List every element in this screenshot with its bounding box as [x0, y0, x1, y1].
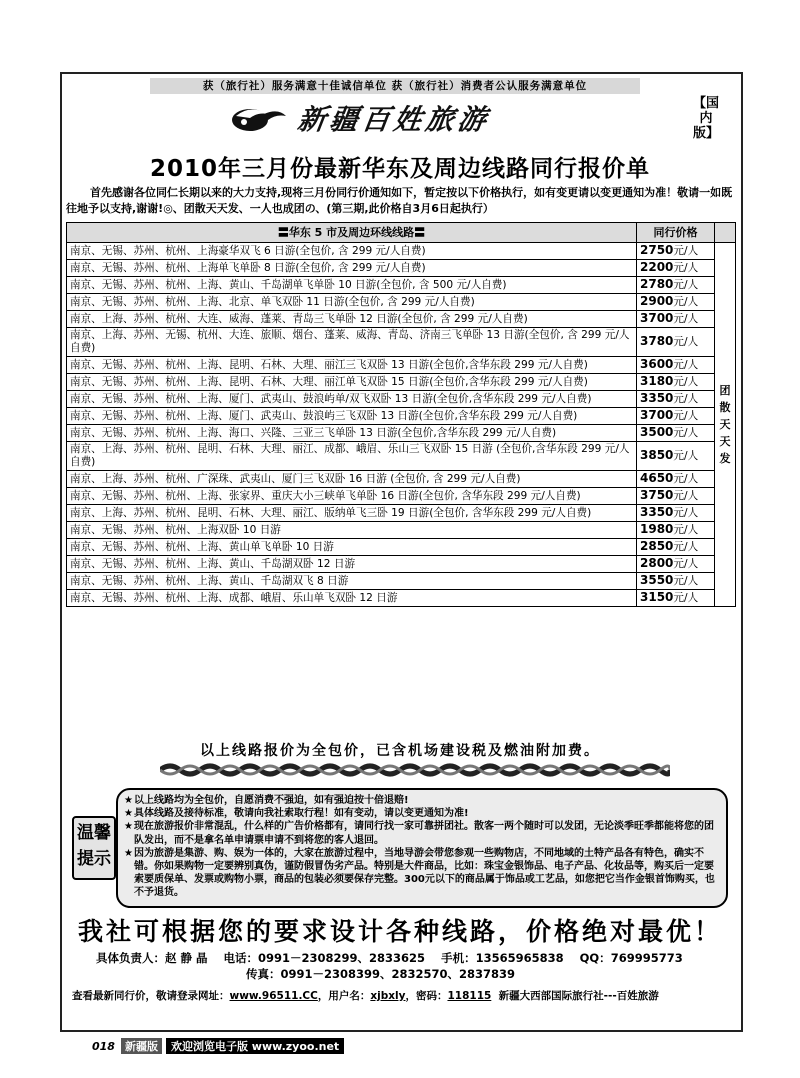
price-unit: 元/人 — [673, 410, 699, 422]
table-row — [67, 374, 736, 391]
price-cell — [637, 471, 715, 488]
route-cell: 南京、无锡、苏州、杭州、上海、昆明、石林、大理、丽江单飞双卧 15 日游(全包价,含华东段 299 元/人自费) — [67, 374, 637, 391]
route-cell: 南京、上海、苏州、无锡、杭州、大连、旅顺、烟台、蓬莱、威海、青岛、济南三飞单卧 13 日游(全包价, 含 299 元/人自费) — [67, 328, 637, 357]
table-row — [67, 471, 736, 488]
table-row — [67, 391, 736, 408]
price-value: 3600 — [640, 357, 674, 371]
price-unit: 元/人 — [673, 336, 699, 348]
agency-logo — [228, 98, 578, 138]
table-row — [67, 408, 736, 425]
table-row — [67, 488, 736, 505]
route-table-body — [67, 243, 736, 607]
route-cell: 南京、无锡、苏州、杭州、上海、昆明、石林、大理、丽江三飞双卧 13 日游(全包价,含华东段 299 元/人自费) — [67, 357, 637, 374]
contact-person: 赵 静 晶 — [165, 951, 208, 965]
price-cell — [637, 556, 715, 573]
price-value: 3750 — [640, 488, 674, 502]
price-cell — [637, 408, 715, 425]
price-cell — [637, 442, 715, 471]
contact-row-2: 传真：0991－2308399、2832570、2837839 — [246, 967, 516, 981]
price-value: 3850 — [640, 448, 674, 462]
price-value: 2800 — [640, 556, 674, 570]
table-row — [67, 357, 736, 374]
price-unit: 元/人 — [673, 393, 699, 405]
column-header-price: 同行价格 — [637, 223, 715, 243]
website-username: xjbxly — [370, 990, 406, 1002]
price-unit: 元/人 — [673, 473, 699, 485]
price-value: 3150 — [640, 590, 674, 604]
tip-item: ★ 现在旅游报价非常混乱，什么样的广告价格都有，请同行找一家可靠拼团社。散客一两个随时可以发团，无论淡季旺季都能将您的团队发出，而不是拿名单申请票申请不到将您的客人退回。 — [124, 821, 714, 846]
route-cell: 南京、上海、苏州、杭州、广深珠、武夷山、厦门三飞双卧 16 日游 (全包价, 含 299 元/人自费) — [67, 471, 637, 488]
route-cell: 南京、无锡、苏州、杭州、上海、厦门、武夷山、鼓浪屿单/双飞双卧 13 日游(全包价,含华东段 299 元/人自费) — [67, 391, 637, 408]
edition-tag: 新疆版 — [121, 1038, 162, 1054]
route-cell: 南京、无锡、苏州、杭州、上海、黄山、千岛湖双卧 12 日游 — [67, 556, 637, 573]
daily-departure-label: 团散天天发 — [715, 243, 736, 607]
price-unit: 元/人 — [673, 245, 699, 257]
price-cell — [637, 539, 715, 556]
price-unit: 元/人 — [673, 592, 699, 604]
route-cell: 南京、无锡、苏州、杭州、上海、海口、兴隆、三亚三飞单卧 13 日游(全包价,含华东段 299 元/人自费) — [67, 425, 637, 442]
page-number: 018 — [92, 1039, 115, 1053]
agency-name: 新疆大西部国际旅行社---百姓旅游 — [498, 990, 659, 1002]
tip-item: ★ 具体线路及接待标准，敬请向我社索取行程！如有变动，请以变更通知为准! — [124, 808, 469, 820]
tips-label: 温馨提示 — [72, 816, 116, 880]
route-cell: 南京、无锡、苏州、杭州、上海、厦门、武夷山、鼓浪屿三飞双卧 13 日游(全包价,含华东段 299 元/人自费) — [67, 408, 637, 425]
route-cell: 南京、上海、苏州、杭州、大连、威海、蓬莱、青岛三飞单卧 12 日游(全包价, 含 299 元/人自费) — [67, 311, 637, 328]
table-row — [67, 294, 736, 311]
contact-block — [96, 950, 683, 982]
tips-box — [116, 788, 728, 908]
table-row — [67, 311, 736, 328]
page-title: 2010年三月份最新华东及周边线路同行报价单 — [149, 156, 650, 182]
price-unit: 元/人 — [673, 524, 699, 536]
price-value: 3550 — [640, 573, 674, 587]
price-cell — [637, 328, 715, 357]
price-value: 3350 — [640, 391, 674, 405]
route-cell: 南京、无锡、苏州、杭州、上海、张家界、重庆大小三峡单飞单卧 16 日游(全包价, 含华东段 299 元/人自费) — [67, 488, 637, 505]
bird-emblem-icon — [228, 102, 288, 134]
price-unit: 元/人 — [673, 262, 699, 274]
price-cell — [637, 391, 715, 408]
price-cell — [637, 311, 715, 328]
website-password: 118115 — [447, 990, 492, 1002]
route-cell: 南京、无锡、苏州、杭州、上海、黄山、千岛湖双飞 8 日游 — [67, 573, 637, 590]
route-cell: 南京、无锡、苏州、杭州、上海单飞单卧 8 日游(全包价, 含 299 元/人自费) — [67, 260, 637, 277]
contact-fax: 0991－2308399、2832570、2837839 — [280, 967, 516, 981]
price-value: 2780 — [640, 277, 674, 291]
table-row — [67, 243, 736, 260]
price-cell — [637, 277, 715, 294]
price-unit: 元/人 — [673, 558, 699, 570]
price-unit: 元/人 — [673, 507, 699, 519]
tip-item: ★ 因为旅游是集游、购、娱为一体的，大家在旅游过程中，当地导游会带您参观一些购物店，不同地域的土特产品各有特色，确实不错。你如果购物一定要辨别真伪，谨防假冒伪劣产品。特别是大件商品，比如：珠宝金银饰品、电子产品、化妆品等，购买后一定要索要质保单、发票或购物小票，商品的包装必须要保存完整。300元以下的商品属于饰品或工艺品，如您把它当作金银首饰购买，也不予退货。 — [124, 847, 715, 899]
decorative-divider — [160, 762, 670, 778]
price-cell — [637, 505, 715, 522]
price-cell — [637, 374, 715, 391]
page-footer — [92, 1038, 344, 1054]
table-row — [67, 539, 736, 556]
price-cell — [637, 294, 715, 311]
price-unit: 元/人 — [673, 279, 699, 291]
honors-banner: 获（旅行社）服务满意十佳诚信单位 获（旅行社）消费者公认服务满意单位 — [150, 78, 640, 94]
table-row — [67, 573, 736, 590]
table-row — [67, 277, 736, 294]
star-icon: ★ — [124, 847, 133, 859]
price-value: 2200 — [640, 260, 674, 274]
price-unit: 元/人 — [673, 541, 699, 553]
price-cell — [637, 488, 715, 505]
column-header-side — [715, 223, 736, 243]
contact-phone: 0991－2308299、2833625 — [258, 951, 426, 965]
price-value: 2900 — [640, 294, 674, 308]
price-cell — [637, 243, 715, 260]
footer-site: 欢迎浏览电子版 www.zyoo.net — [166, 1038, 344, 1054]
route-cell: 南京、无锡、苏州、杭州、上海、成都、峨眉、乐山单飞双卧 12 日游 — [67, 590, 637, 607]
route-cell: 南京、上海、苏州、杭州、昆明、石林、大理、丽江、版纳单飞三卧 19 日游(全包价, 含华东段 299 元/人自费) — [67, 505, 637, 522]
contact-row-1: 具体负责人：赵 静 晶 电话：0991－2308299、2833625 手机：13565965838 QQ：769995773 — [96, 951, 683, 965]
table-row — [67, 425, 736, 442]
price-cell — [637, 425, 715, 442]
slogan: 我社可根据您的要求设计各种线路，价格绝对最优！ — [77, 917, 722, 946]
price-value: 3780 — [640, 334, 674, 348]
table-row — [67, 590, 736, 607]
price-value: 2750 — [640, 243, 674, 257]
star-icon: ★ — [124, 808, 133, 820]
table-row — [67, 260, 736, 277]
intro-paragraph: 首先感谢各位同仁长期以来的大力支持,现将三月份同行价通知如下，暂定按以下价格执行，如有变更请以变更通知为准！敬请一如既往地予以支持,谢谢!◎、团散天天发、一人也成团の、(第三期,此价格自3月6日起执行） — [66, 186, 733, 215]
price-value: 3700 — [640, 408, 674, 422]
price-value: 3500 — [640, 425, 674, 439]
price-cell — [637, 522, 715, 539]
price-cell — [637, 260, 715, 277]
route-cell: 南京、无锡、苏州、杭州、上海、黄山、千岛湖单飞单卧 10 日游(全包价, 含 500 元/人自费) — [67, 277, 637, 294]
price-unit: 元/人 — [673, 427, 699, 439]
website-line: 查看最新同行价，敬请登录网址：www.96511.CC，用户名：xjbxly，密码：118115 新疆大西部国际旅行社---百姓旅游 — [72, 990, 659, 1002]
price-value: 4650 — [640, 471, 674, 485]
column-header-route: 〓华东 5 市及周边环线线路〓 — [67, 223, 637, 243]
price-cell — [637, 590, 715, 607]
route-cell: 南京、无锡、苏州、杭州、上海双卧 10 日游 — [67, 522, 637, 539]
website-link[interactable]: www.96511.CC — [229, 990, 318, 1002]
price-unit: 元/人 — [673, 490, 699, 502]
price-value: 3700 — [640, 311, 674, 325]
price-cell — [637, 357, 715, 374]
price-value: 2850 — [640, 539, 674, 553]
route-cell: 南京、无锡、苏州、杭州、上海、黄山单飞单卧 10 日游 — [67, 539, 637, 556]
table-row — [67, 328, 736, 357]
price-cell — [637, 573, 715, 590]
price-unit: 元/人 — [673, 376, 699, 388]
table-row — [67, 505, 736, 522]
contact-mobile: 13565965838 — [475, 951, 564, 965]
route-cell: 南京、上海、苏州、杭州、昆明、石林、大理、丽江、成都、峨眉、乐山三飞双卧 15 日游 (全包价,含华东段 299 元/人自费) — [67, 442, 637, 471]
price-value: 1980 — [640, 522, 674, 536]
logo-text: 新疆百姓旅游 — [295, 103, 493, 136]
price-value: 3350 — [640, 505, 674, 519]
price-unit: 元/人 — [673, 450, 699, 462]
price-unit: 元/人 — [673, 359, 699, 371]
table-row — [67, 556, 736, 573]
route-cell: 南京、无锡、苏州、杭州、上海豪华双飞 6 日游(全包价, 含 299 元/人自费) — [67, 243, 637, 260]
badge-text: 【国内版】 — [692, 96, 719, 141]
price-value: 3180 — [640, 374, 674, 388]
tip-item: ★ 以上线路均为全包价，自愿消费不强迫，如有强迫按十倍退赔! — [124, 795, 409, 806]
table-row — [67, 522, 736, 539]
table-row — [67, 442, 736, 471]
star-icon: ★ — [124, 795, 133, 806]
price-unit: 元/人 — [673, 296, 699, 308]
price-unit: 元/人 — [673, 313, 699, 325]
price-unit: 元/人 — [673, 575, 699, 587]
star-icon: ★ — [124, 821, 133, 833]
contact-qq: 769995773 — [610, 951, 683, 965]
route-price-table — [66, 222, 736, 607]
all-inclusive-note: 以上线路报价为全包价，已含机场建设税及燃油附加费。 — [200, 743, 600, 759]
route-cell: 南京、无锡、苏州、杭州、上海、北京、单飞双卧 11 日游(全包价, 含 299 元/人自费) — [67, 294, 637, 311]
